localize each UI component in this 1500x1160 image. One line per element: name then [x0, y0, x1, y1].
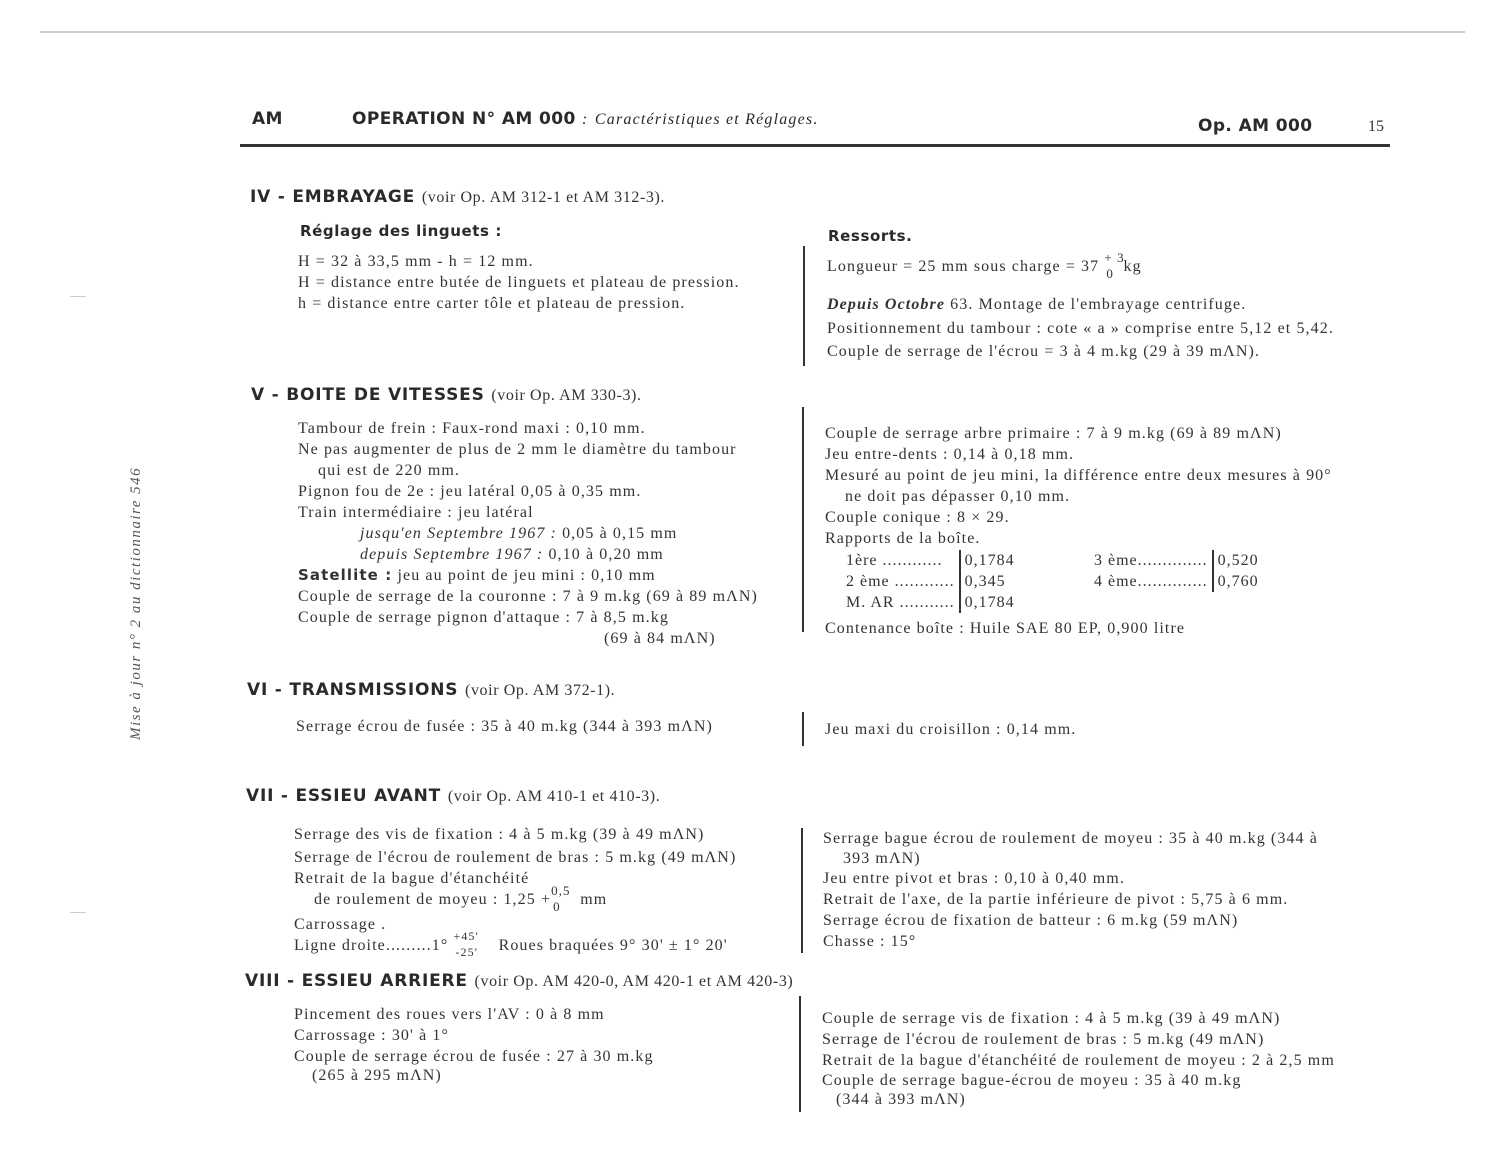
- depuis-octobre-line: [827, 294, 1246, 315]
- section-title: ESSIEU ARRIERE: [301, 971, 468, 991]
- text-line: H = 32 à 33,5 mm - h = 12 mm.: [298, 253, 534, 270]
- text-line: Couple conique : 8 × 29.: [825, 509, 1010, 526]
- linguets-block: [298, 251, 740, 314]
- essieu-avant-left-block: [294, 824, 737, 960]
- boite-left-block: [298, 418, 758, 649]
- text-line: Jeu entre pivot et bras : 0,10 à 0,40 mm.: [823, 870, 1125, 887]
- operation-number: OPERATION N° AM 000: [352, 109, 576, 129]
- text-line: Chasse : 15°: [823, 933, 917, 950]
- tolerance-upper: 0,5: [551, 883, 571, 899]
- depuis-value: 0,10 à 0,20 mm: [548, 546, 664, 563]
- text-line: Couple de serrage vis de fixation : 4 à 5 m.kg (39 à 49 mΛN): [822, 1010, 1281, 1027]
- text-line: Train intermédiaire : jeu latéral: [298, 504, 534, 521]
- section-number: IV -: [250, 187, 286, 207]
- ratio-label: 4 ème..............: [1094, 573, 1208, 590]
- ressort-length: [827, 250, 1142, 282]
- jusqu-value: 0,05 à 0,15 mm: [562, 525, 678, 542]
- column-divider: [799, 996, 801, 1112]
- column-divider: [802, 407, 804, 632]
- section-vi-heading: [247, 680, 615, 700]
- section-ref: (voir Op. AM 372-1).: [465, 682, 616, 699]
- ratio-value: 0,345: [960, 571, 1019, 592]
- operation-separator: :: [582, 111, 589, 128]
- satellite-label: Satellite :: [298, 566, 393, 584]
- ratio-value: 0,520: [1213, 550, 1263, 571]
- ratio-row: [1090, 571, 1263, 592]
- section-number: VI -: [247, 680, 283, 700]
- text-line: Carrossage .: [294, 916, 387, 933]
- tolerance-lower: -25': [455, 945, 479, 960]
- section-number: VIII -: [245, 971, 295, 991]
- section-iv-heading: [250, 187, 665, 207]
- depuis-italic: Depuis Octobre: [827, 296, 946, 313]
- text-line: Serrage bague écrou de roulement de moyeu : 35 à 40 m.kg (344 à: [823, 830, 1318, 847]
- section-title: ESSIEU AVANT: [295, 786, 442, 806]
- header-left-code: AM: [252, 109, 283, 129]
- text-line: Couple de serrage bague-écrou de moyeu : 35 à 40 m.kg: [822, 1072, 1242, 1089]
- side-update-note: Mise à jour n° 2 au dictionnaire 546: [128, 466, 144, 740]
- jusqu-italic: jusqu'en Septembre 1967 :: [360, 525, 557, 542]
- column-divider: [802, 712, 804, 746]
- text-line: Tambour de frein : Faux-rond maxi : 0,10 mm.: [298, 420, 646, 437]
- text-line: Retrait de la bague d'étanchéité de roulement de moyeu : 2 à 2,5 mm: [822, 1052, 1335, 1069]
- roulement-text: de roulement de moyeu : 1,25: [314, 891, 536, 908]
- boite-right-block: [825, 423, 1332, 549]
- header-operation: [352, 109, 819, 129]
- header-right-ref: Op. AM 000: [1198, 116, 1313, 136]
- section-ref: (voir Op. AM 420-0, AM 420-1 et AM 420-3): [474, 973, 794, 990]
- depuis-line: [298, 544, 758, 565]
- text-line: Couple de serrage pignon d'attaque : 7 à 8,5 m.kg: [298, 609, 669, 626]
- section-vii-heading: [246, 786, 660, 806]
- contenance-line: Contenance boîte : Huile SAE 80 EP, 0,900 litre: [825, 620, 1186, 637]
- column-divider: [801, 828, 803, 953]
- text-line: Pignon fou de 2e : jeu latéral 0,05 à 0,35 mm.: [298, 483, 642, 500]
- satellite-line: [298, 565, 758, 586]
- ressort-text: Longueur = 25 mm sous charge = 37: [827, 258, 1100, 275]
- text-line: Carrossage : 30' à 1°: [294, 1027, 450, 1044]
- ratio-label: 2 ème ............: [846, 573, 955, 590]
- text-line: Jeu entre-dents : 0,14 à 0,18 mm.: [825, 446, 1075, 463]
- text-line: Serrage de l'écrou de roulement de bras : 5 m.kg (49 mΛN): [822, 1031, 1265, 1048]
- text-line: Mesuré au point de jeu mini, la différence entre deux mesures à 90°: [825, 467, 1332, 484]
- header-rule: [240, 144, 1390, 147]
- text-line: Pincement des roues vers l'AV : 0 à 8 mm: [294, 1006, 605, 1023]
- text-line: Couple de serrage écrou de fusée : 27 à 30 m.kg: [294, 1048, 654, 1065]
- section-v-heading: [251, 385, 642, 405]
- ratio-value: 0,1784: [960, 592, 1019, 613]
- text-line: Positionnement du tambour : cote « a » comprise entre 5,12 et 5,42.: [827, 320, 1334, 337]
- page-number: 15: [1368, 118, 1384, 135]
- text-line: Ne pas augmenter de plus de 2 mm le diamètre du tambour: [298, 441, 737, 458]
- margin-mark: [70, 912, 86, 913]
- section-ref: (voir Op. AM 410-1 et 410-3).: [447, 788, 661, 805]
- text-line: Serrage des vis de fixation : 4 à 5 m.kg (39 à 49 mΛN): [294, 826, 705, 843]
- linguets-subtitle: Réglage des linguets :: [300, 222, 502, 240]
- text-line: h = distance entre carter tôle et plateau de pression.: [298, 295, 686, 312]
- ratio-label: 1ère ............: [846, 552, 943, 569]
- essieu-arriere-left-block: [294, 1004, 654, 1084]
- text-line: Couple de serrage de l'écrou = 3 à 4 m.kg (29 à 39 mΛN).: [827, 343, 1260, 360]
- tolerance-lower: 0: [1106, 266, 1114, 282]
- ratio-row: [842, 592, 1019, 613]
- text-line: Retrait de l'axe, de la partie inférieure de pivot : 5,75 à 6 mm.: [823, 891, 1289, 908]
- text-line: ne doit pas dépasser 0,10 mm.: [845, 488, 1071, 505]
- text-line: Couple de serrage de la couronne : 7 à 9 m.kg (69 à 89 mΛN): [298, 588, 758, 605]
- ratio-label: M. AR ...........: [846, 594, 955, 611]
- embrayage-right-block: [827, 318, 1334, 362]
- text-line: qui est de 220 mm.: [318, 462, 461, 479]
- tolerance-upper: +45': [453, 929, 479, 944]
- section-number: VII -: [246, 786, 289, 806]
- text-line: Serrage écrou de fixation de batteur : 6 m.kg (59 mΛN): [823, 912, 1239, 929]
- essieu-arriere-right-block: [822, 1008, 1335, 1109]
- operation-title: Caractéristiques et Réglages.: [594, 111, 819, 128]
- text-line: Couple de serrage arbre primaire : 7 à 9 m.kg (69 à 89 mΛN): [825, 425, 1282, 442]
- roulement-unit: mm: [580, 891, 608, 908]
- ligne-droite-line: [294, 929, 736, 960]
- text-line: Rapports de la boîte.: [825, 530, 981, 547]
- depuis-rest: 63. Montage de l'embrayage centrifuge.: [950, 296, 1247, 313]
- roulement-line: [294, 883, 736, 915]
- section-title: TRANSMISSIONS: [289, 680, 459, 700]
- tolerance-lower: 0: [553, 899, 561, 915]
- column-divider: [803, 246, 805, 366]
- section-title: BOITE DE VITESSES: [286, 385, 485, 405]
- ratios-table-right: [1090, 550, 1263, 592]
- ratio-value: 0,760: [1213, 571, 1263, 592]
- ressort-unit: kg: [1123, 258, 1142, 275]
- section-viii-heading: [245, 971, 793, 991]
- ratio-row: [842, 571, 1019, 592]
- ratio-row: [842, 550, 1019, 571]
- margin-mark: [70, 296, 86, 297]
- transmissions-right: Jeu maxi du croisillon : 0,14 mm.: [825, 721, 1077, 738]
- text-line: (344 à 393 mΛN): [836, 1091, 966, 1108]
- depuis-italic: depuis Septembre 1967 :: [360, 546, 544, 563]
- text-line: (265 à 295 mΛN): [312, 1067, 442, 1084]
- transmissions-left: Serrage écrou de fusée : 35 à 40 m.kg (344 à 393 mΛN): [296, 718, 713, 735]
- essieu-avant-right-block: [823, 828, 1318, 952]
- section-title: EMBRAYAGE: [292, 187, 416, 207]
- tolerance-upper: + 3: [1104, 250, 1125, 266]
- section-ref: (voir Op. AM 312-1 et AM 312-3).: [421, 189, 665, 206]
- section-number: V -: [251, 385, 280, 405]
- text-line: 393 mΛN): [843, 850, 921, 867]
- tolerance: [453, 929, 493, 960]
- tolerance: [1104, 250, 1125, 282]
- tolerance: [551, 883, 575, 915]
- top-scan-line: [40, 31, 1465, 33]
- ressorts-subtitle: Ressorts.: [828, 227, 913, 245]
- satellite-rest: jeu au point de jeu mini : 0,10 mm: [397, 567, 656, 584]
- text-line: Retrait de la bague d'étanchéité: [294, 870, 530, 887]
- ratios-table-left: [842, 550, 1019, 613]
- text-line: Serrage de l'écrou de roulement de bras : 5 m.kg (49 mΛN): [294, 849, 737, 866]
- jusqu-line: [298, 523, 758, 544]
- ratio-value: 0,1784: [960, 550, 1019, 571]
- text-line: (69 à 84 mΛN): [604, 630, 716, 647]
- roulement-plus: +: [540, 891, 552, 908]
- roues-braquees: Roues braquées 9° 30' ± 1° 20': [498, 937, 728, 954]
- section-ref: (voir Op. AM 330-3).: [491, 387, 642, 404]
- ratio-label: 3 ème..............: [1094, 552, 1208, 569]
- ratio-row: [1090, 550, 1263, 571]
- ligne-droite-text: Ligne droite.........1°: [294, 937, 449, 954]
- text-line: H = distance entre butée de linguets et plateau de pression.: [298, 274, 740, 291]
